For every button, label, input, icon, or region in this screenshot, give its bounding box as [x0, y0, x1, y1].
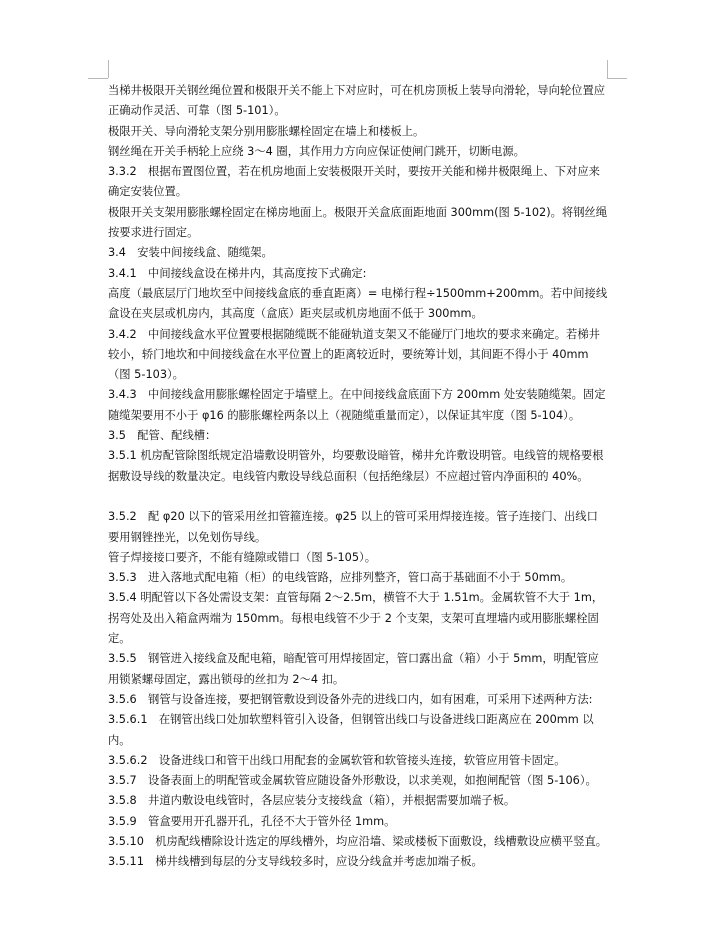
paragraph: 钢丝绳在开关手柄轮上应绕 3～4 圈，其作用力方向应保证使闸门跳开，切断电源。	[108, 144, 525, 158]
paragraph: 3.5.1 机房配管除图纸规定沿墙敷设明管外，均要敷设暗管，梯井允许敷设明管。电线管的规格要根据敷设导线的数量决定。电线管内敷设导线总面积（包括绝缘层）不应超过管内净面积的 40%。	[108, 449, 604, 483]
document-body	[108, 81, 608, 873]
paragraph: 3.5.10 机房配线槽除设计选定的厚线槽外，均应沿墙、梁或楼板下面敷设，线槽敷设应横平竖直。	[108, 834, 608, 848]
section-heading: 3.4 安装中间接线盒、随缆架。	[108, 246, 273, 260]
paragraph: 3.5.11 梯井线槽到每层的分支导线较多时，应设分线盒并考虑加端子板。	[108, 855, 483, 869]
crop-mark-top-right-vertical	[607, 60, 608, 78]
paragraph: 3.3.2 根据布置图位置，若在机房地面上安装极限开关时，要按开关能和梯井极限绳上、下对应来确定安装位置。	[108, 165, 600, 199]
paragraph: 极限开关、导向滑轮支架分别用膨胀螺栓固定在墙上和楼板上。	[108, 124, 425, 138]
crop-mark-top-left-vertical	[108, 60, 109, 78]
paragraph: 3.4.2 中间接线盒水平位置要根据随缆既不能碰轨道支架又不能碰厅门地坎的要求来确定。若梯井较小，轿门地坎和中间接线盒在水平位置上的距离较近时，要统筹计划，其间距不得小于 40mm（图 5-103）。	[108, 327, 600, 382]
paragraph: 3.5.6.2 设备进线口和管干出线口用配套的金属软管和软管接头连接，软管应用管卡固定。	[108, 753, 566, 767]
paragraph: 极限开关支架用膨胀螺栓固定在梯房地面上。极限开关盒底面距地面 300mm(图 5-102)。将钢丝绳按要求进行固定。	[108, 205, 608, 240]
paragraph: 3.5.9 管盒要用开孔器开孔，孔径不大于管外径 1mm。	[108, 814, 396, 828]
crop-mark-top-left	[88, 78, 108, 79]
paragraph: 3.5.3 进入落地式配电箱（柜）的电线管路，应排列整齐，管口高于基础面不小于 50mm。	[108, 571, 573, 585]
paragraph: 3.5.4 明配管以下各处需设支架：直管每隔 2～2.5m，横管不大于 1.51m。金属软管不大于 1m，拐弯处及出入箱盒两端为 150mm。每根电线管不少于 2 个支架，支架可直埋墙内或用膨胀螺栓固定。	[108, 591, 604, 646]
paragraph: 3.5.6.1 在钢管出线口处加软塑料管引入设备，但钢管出线口与设备进线口距离应在 200mm 以内。	[108, 713, 594, 747]
paragraph: 管子焊接接口要齐，不能有缝隙或错口（图 5-105）。	[108, 550, 377, 564]
paragraph: 当梯井极限开关钢丝绳位置和极限开关不能上下对应时，可在机房顶板上装导向滑轮，导向轮位置应正确动作灵活、可靠（图 5-101）。	[108, 84, 606, 118]
paragraph: 3.5.6 钢管与设备连接，要把钢管敷设到设备外壳的进线口内，如有困难，可采用下述两种方法:	[108, 692, 593, 706]
blank-line	[108, 487, 608, 507]
paragraph: 3.4.1 中间接线盒设在梯井内，其高度按下式确定:	[108, 266, 367, 280]
paragraph: 3.4.3 中间接线盒用膨胀螺栓固定于墙壁上。在中间接线盒底面下方 200mm 处安装随缆架。固定随缆架要用不小于 φ16 的膨胀螺栓两条以上（视随缆重量而定），以保证其牢度（图 5-104）。	[108, 388, 606, 422]
paragraph: 高度（最底层厅门地坎至中间接线盒底的垂直距离）= 电梯行程÷1500mm+200mm。若中间接线盒设在夹层或机房内，其高度（盒底）距夹层或机房地面不低于 300mm。	[108, 286, 608, 321]
section-heading: 3.5 配管、配线槽：	[108, 429, 217, 443]
paragraph: 3.5.2 配 φ20 以下的管采用丝扣管箍连接。φ25 以上的管可采用焊接连接。管子连接门、出线口要用钢锉挫光，以免划伤导线。	[108, 510, 598, 544]
paragraph: 3.5.7 设备表面上的明配管或金属软管应随设备外形敷设，以求美观，如抱闸配管（图 5-106）。	[108, 774, 597, 788]
paragraph: 3.5.8 井道内敷设电线管时，各层应装分支接线盒（箱），并根据需要加端子板。	[108, 794, 516, 808]
paragraph: 3.5.5 钢管进入接线盒及配电箱，暗配管可用焊接固定，管口露出盒（箱）小于 5mm，明配管应用锁紧螺母固定，露出锁母的丝扣为 2～4 扣。	[108, 652, 599, 686]
crop-mark-top-right	[607, 78, 627, 79]
